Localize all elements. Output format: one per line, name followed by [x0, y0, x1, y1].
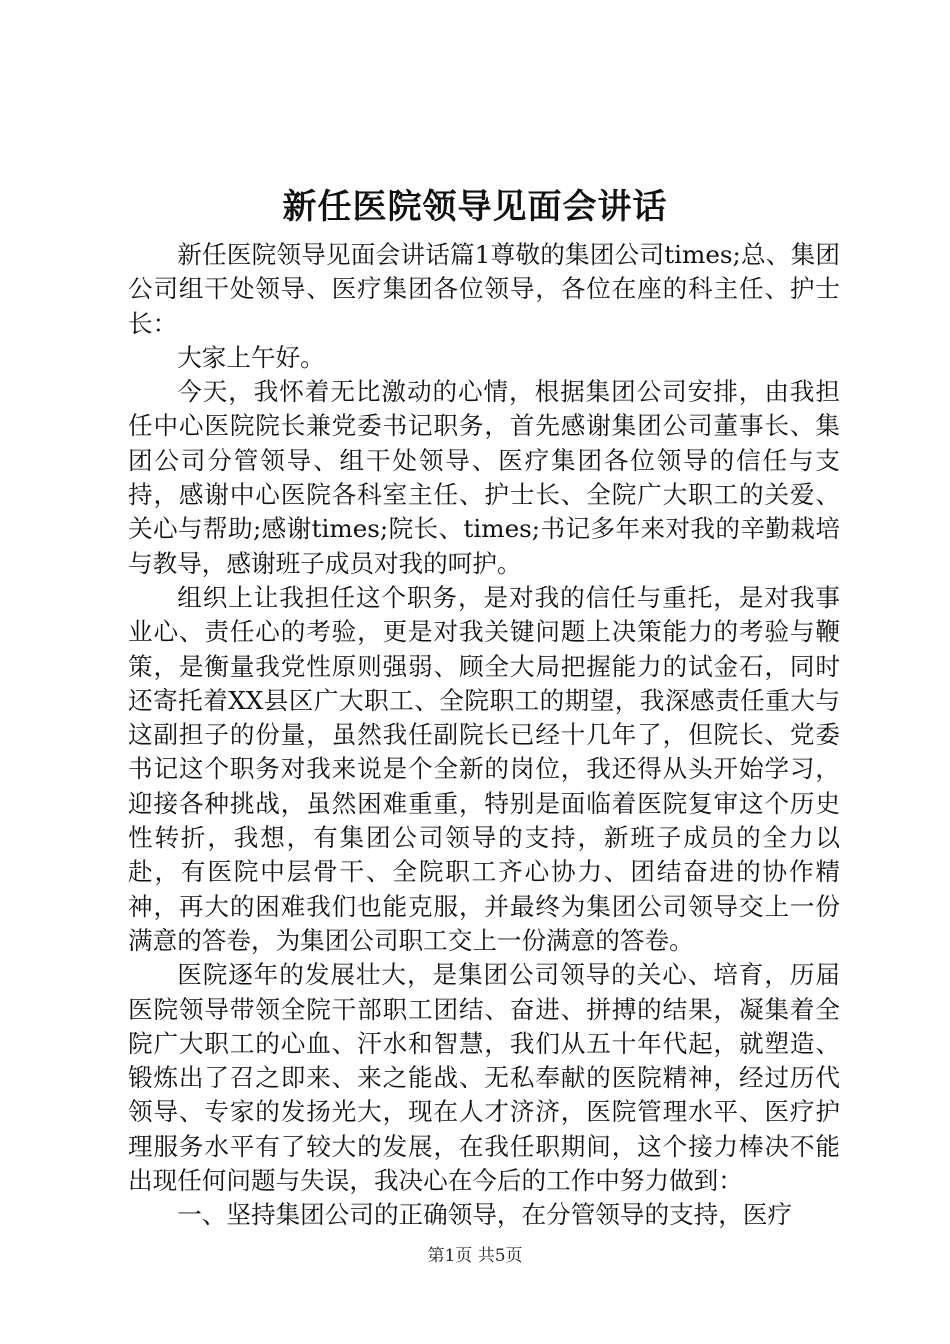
paragraph-development: 医院逐年的发展壮大，是集团公司领导的关心、培育，历届医院领导带领全院干部职工团结、奋进、拼搏的结果，凝集着全院广大职工的心血、汗水和智慧，我们从五十年代起，就塑造、锻炼出了召之即来、来之能战、无私奉献的医院精神，经过历代领导、专家的发扬光大，现在人才济济，医院管理水平、医疗护理服务水平有了较大的发展，在我任职期间，这个接力棒决不能出现任何问题与失误，我决心在今后的工作中努力做到： [128, 960, 840, 1196]
paragraph-greeting: 大家上午好。 [177, 342, 325, 372]
document-body [128, 238, 840, 1233]
paragraph-thanks: 今天，我怀着无比激动的心情，根据集团公司安排，由我担任中心医院院长兼党委书记职务，首先感谢集团公司董事长、集团公司分管领导、组干处领导、医疗集团各位领导的信任与支持，感谢中心医院各科室主任、护士长、全院广大职工的关爱、关心与帮助;感谢times;院长、times;书记多年来对我的辛勤栽培与教导，感谢班子成员对我的呵护。 [128, 377, 840, 578]
paragraph-responsibility: 组织上让我担任这个职务，是对我的信任与重托，是对我事业心、责任心的考验，更是对我关键问题上决策能力的考验与鞭策，是衡量我党性原则强弱、顾全大局把握能力的试金石，同时还寄托着XX县区广大职工、全院职工的期望，我深感责任重大与这副担子的份量，虽然我任副院长已经十几年了，但院长、党委书记这个职务对我来说是个全新的岗位，我还得从头开始学习，迎接各种挑战，虽然困难重重，特别是面临着医院复审这个历史性转折，我想，有集团公司领导的支持，新班子成员的全力以赴，有医院中层骨干、全院职工齐心协力、团结奋进的协作精神，再大的困难我们也能克服，并最终为集团公司领导交上一份满意的答卷，为集团公司职工交上一份满意的答卷。 [128, 582, 840, 955]
paragraph-salutation: 新任医院领导见面会讲话篇1尊敬的集团公司times;总、集团公司组干处领导、医疗集团各位领导，各位在座的科主任、护士长： [128, 240, 840, 338]
page-number-footer: 第1页 共5页 [427, 1246, 523, 1266]
paragraph-point-one: 一、坚持集团公司的正确领导，在分管领导的支持，医疗 [177, 1200, 793, 1230]
document-title: 新任医院领导见面会讲话 [282, 187, 668, 227]
